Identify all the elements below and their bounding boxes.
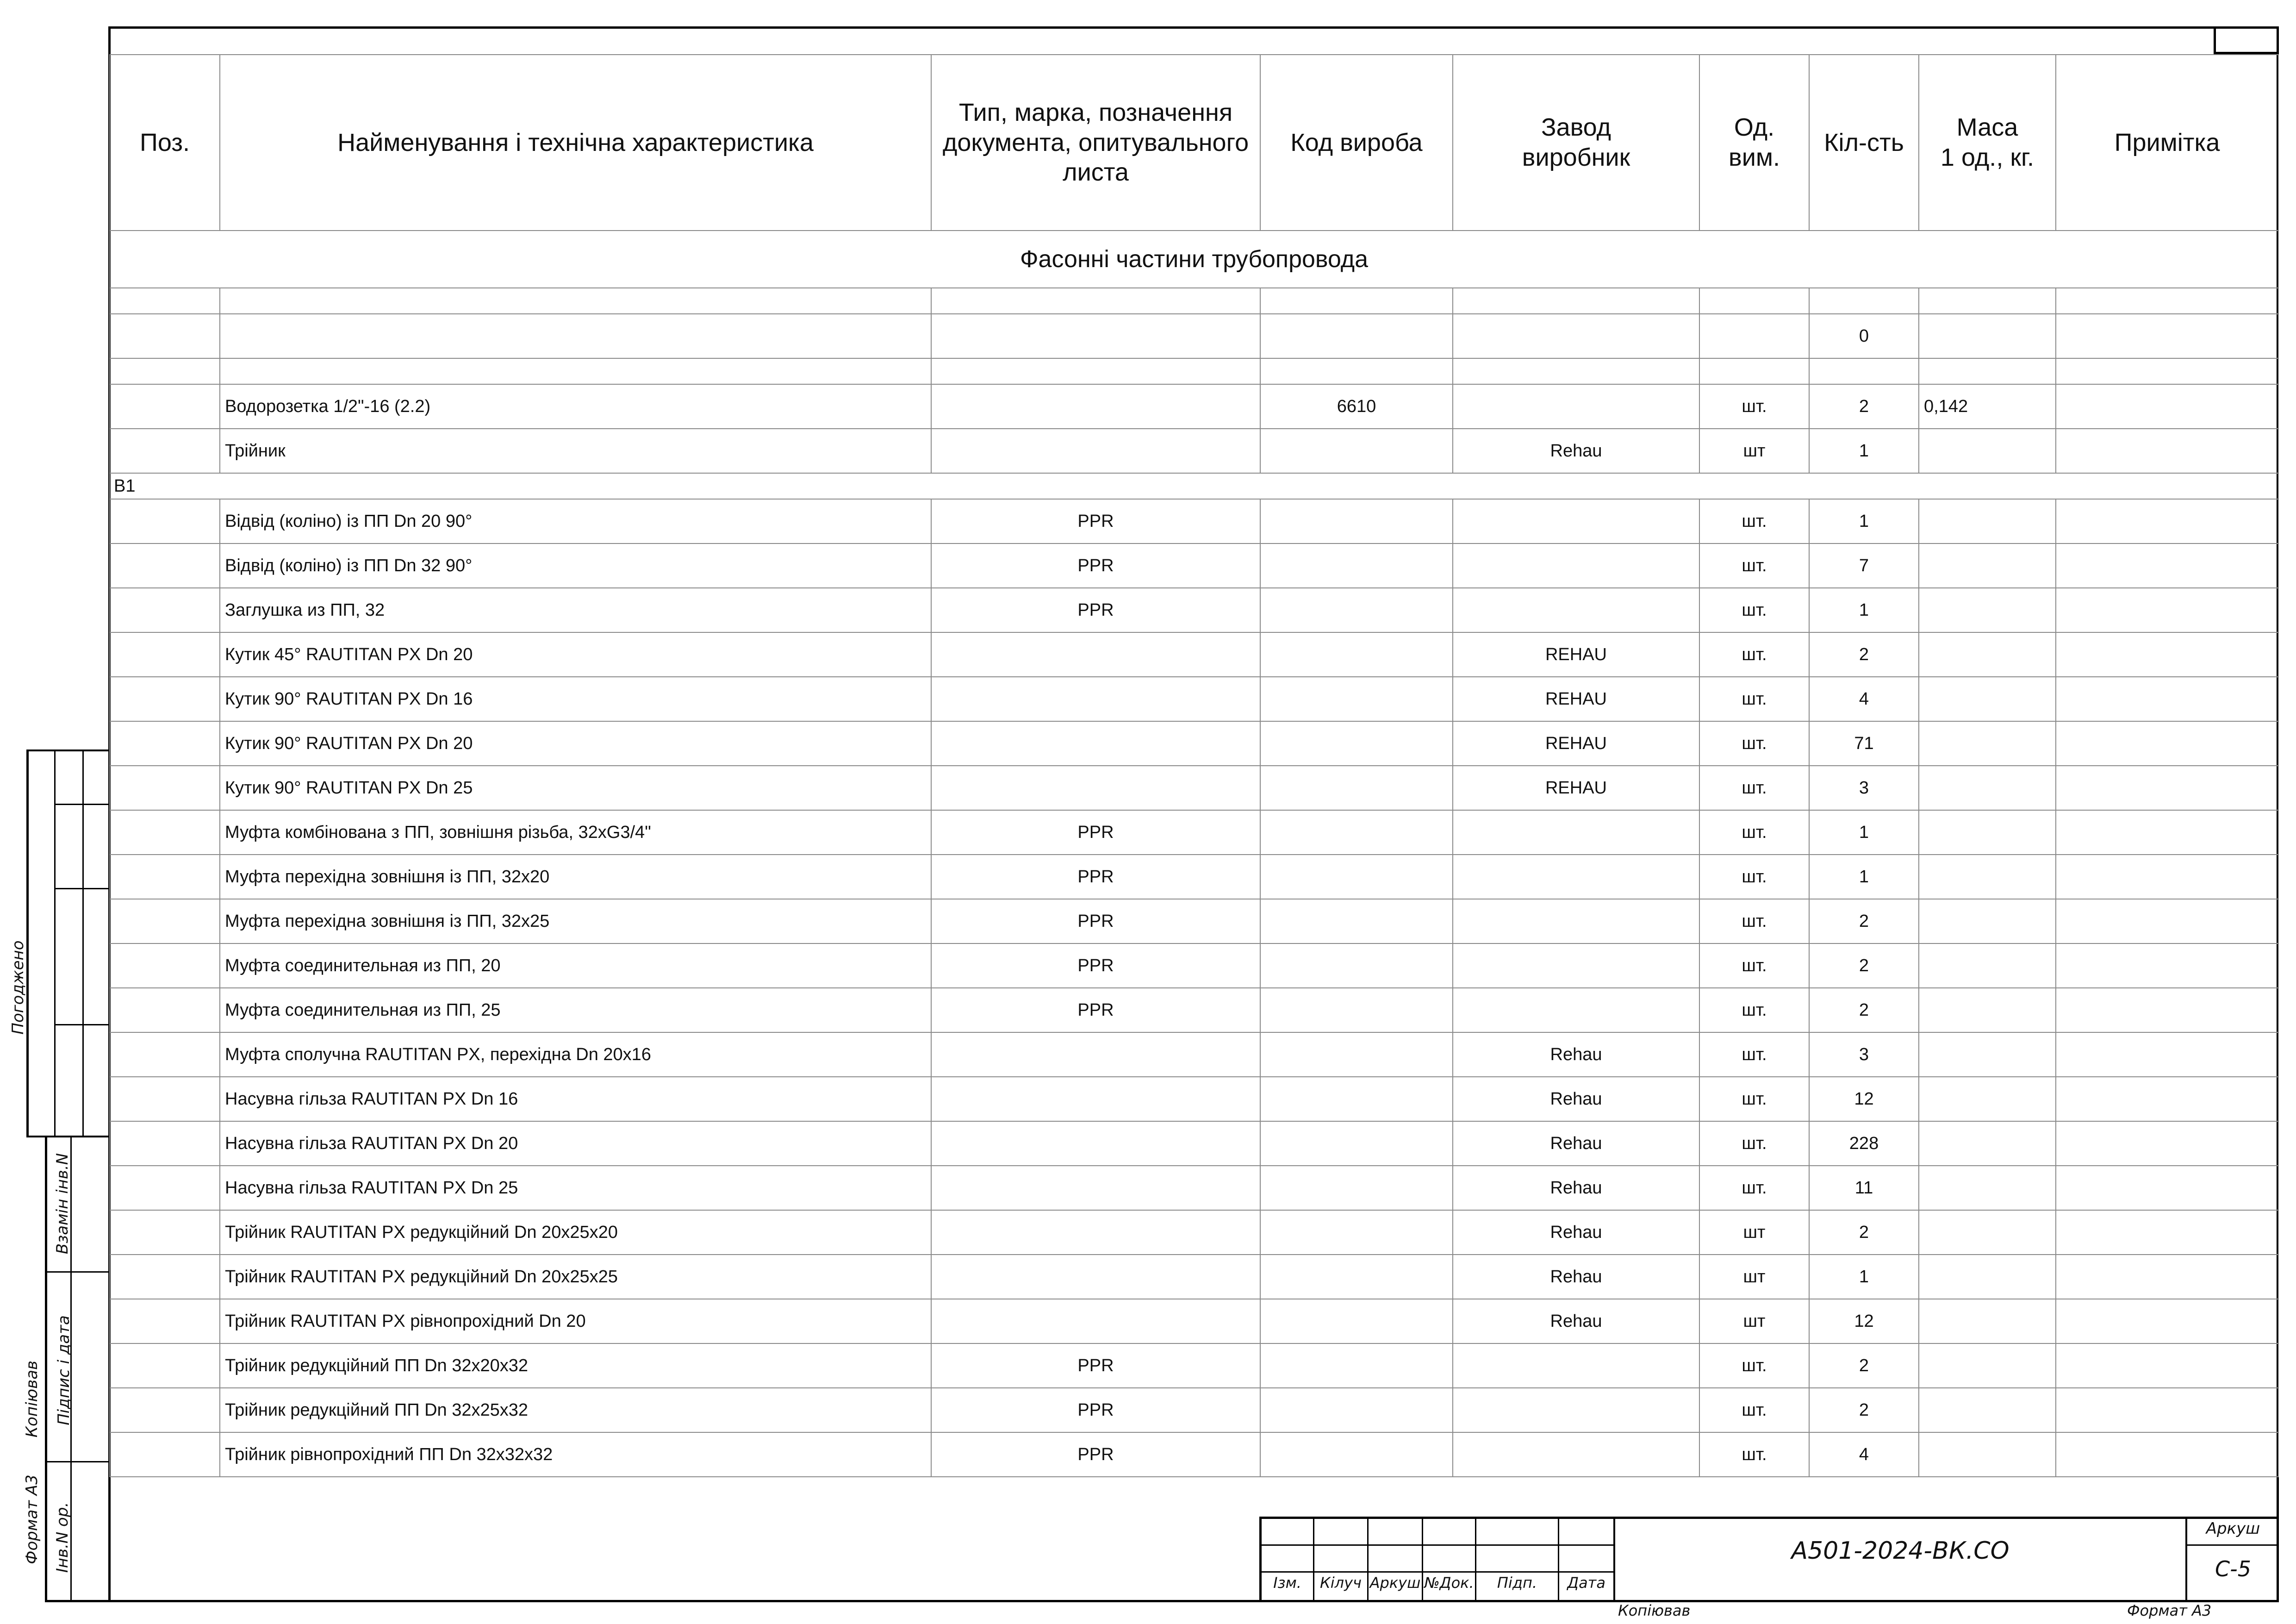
header-note: Примітка <box>2056 55 2278 231</box>
cell-unit: шт. <box>1699 899 1809 943</box>
cell-unit <box>1699 314 1809 358</box>
table-row <box>110 988 2278 1032</box>
cell-type: PPR <box>931 899 1260 943</box>
cell-mass <box>1919 988 2056 1032</box>
cell-unit: шт. <box>1699 766 1809 810</box>
cell-pos <box>110 766 220 810</box>
cell-code <box>1260 1210 1453 1255</box>
spacer-row <box>110 288 2278 314</box>
cell-mass <box>1919 588 2056 632</box>
cell-name: Кутик 90° RAUTITAN PX Dn 20 <box>220 721 931 766</box>
cell-factory <box>1453 314 1699 358</box>
table-row <box>110 721 2278 766</box>
cell-pos <box>110 1432 220 1477</box>
cell-type <box>931 1077 1260 1121</box>
cell-mass <box>1919 1432 2056 1477</box>
cell-unit: шт <box>1699 1255 1809 1299</box>
table-row <box>110 1077 2278 1121</box>
cell-note <box>2056 721 2278 766</box>
cell-type <box>931 1255 1260 1299</box>
table-row <box>110 1388 2278 1432</box>
cell-name <box>220 314 931 358</box>
cell-type <box>931 1299 1260 1343</box>
cell-code <box>1260 1343 1453 1388</box>
cell-mass <box>1919 677 2056 721</box>
cell-pos <box>110 1121 220 1166</box>
cell-qty: 12 <box>1809 1299 1919 1343</box>
table-row <box>110 384 2278 429</box>
cell-pos <box>110 1032 220 1077</box>
marker-row <box>110 473 2278 499</box>
cell-pos <box>110 1388 220 1432</box>
cell-type <box>931 1121 1260 1166</box>
cell-mass <box>1919 1299 2056 1343</box>
cell-qty: 4 <box>1809 677 1919 721</box>
cell-name: Відвід (коліно) із ПП Dn 20 90° <box>220 499 931 543</box>
corner-box <box>2214 26 2279 54</box>
cell-qty: 2 <box>1809 632 1919 677</box>
cell-factory <box>1453 1343 1699 1388</box>
cell-unit: шт. <box>1699 1388 1809 1432</box>
cell-qty: 12 <box>1809 1077 1919 1121</box>
cell-name: Насувна гільза RAUTITAN PX Dn 20 <box>220 1121 931 1166</box>
table-row <box>110 943 2278 988</box>
cell-pos <box>110 1299 220 1343</box>
cell-name: Муфта соединительная из ПП, 20 <box>220 943 931 988</box>
cell-unit: шт. <box>1699 1032 1809 1077</box>
stamp-col-arkush: Аркуш <box>1369 1574 1421 1592</box>
cell-code <box>1260 721 1453 766</box>
cell-note <box>2056 943 2278 988</box>
cell-factory <box>1453 384 1699 429</box>
cell-code <box>1260 314 1453 358</box>
cell-note <box>2056 588 2278 632</box>
cell-type <box>931 721 1260 766</box>
cell-pos <box>110 429 220 473</box>
cell-mass <box>1919 1343 2056 1388</box>
stamp-col-kiluch: Кілуч <box>1320 1574 1362 1592</box>
cell-qty: 2 <box>1809 1210 1919 1255</box>
table-row <box>110 677 2278 721</box>
cell-factory <box>1453 588 1699 632</box>
cell-pos <box>110 677 220 721</box>
table-row <box>110 1121 2278 1166</box>
stamp-sheet-label: Аркуш <box>2206 1519 2260 1538</box>
header-type-line3: листа <box>1063 158 1129 187</box>
cell-note <box>2056 499 2278 543</box>
cell-name: Трійник <box>220 429 931 473</box>
cell-mass <box>1919 1388 2056 1432</box>
cell-note <box>2056 543 2278 588</box>
cell-code <box>1260 543 1453 588</box>
header-mass-line1: Маса <box>1956 113 2018 142</box>
cell-type <box>931 314 1260 358</box>
header-mass <box>1919 55 2056 231</box>
cell-qty: 2 <box>1809 899 1919 943</box>
table-row <box>110 1166 2278 1210</box>
header-unit-line1: Од. <box>1734 113 1775 142</box>
cell-factory <box>1453 988 1699 1032</box>
cell-code <box>1260 1432 1453 1477</box>
cell-factory: REHAU <box>1453 721 1699 766</box>
table-row <box>110 810 2278 855</box>
cell-pos <box>110 988 220 1032</box>
table-row <box>110 632 2278 677</box>
cell-type <box>931 677 1260 721</box>
cell-mass: 0,142 <box>1919 384 2056 429</box>
cell-unit: шт. <box>1699 943 1809 988</box>
cell-mass <box>1919 721 2056 766</box>
cell-note <box>2056 1432 2278 1477</box>
cell-factory <box>1453 1388 1699 1432</box>
cell-mass <box>1919 1121 2056 1166</box>
cell-mass <box>1919 314 2056 358</box>
cell-pos <box>110 721 220 766</box>
cell-mass <box>1919 1166 2056 1210</box>
cell-mass <box>1919 543 2056 588</box>
cell-name: Трійник RAUTITAN PX редукційний Dn 20x25x20 <box>220 1210 931 1255</box>
cell-pos <box>110 588 220 632</box>
cell-type: PPR <box>931 1343 1260 1388</box>
cell-type <box>931 1032 1260 1077</box>
cell-name: Муфта соединительная из ПП, 25 <box>220 988 931 1032</box>
cell-unit: шт. <box>1699 499 1809 543</box>
cell-code <box>1260 1077 1453 1121</box>
cell-note <box>2056 766 2278 810</box>
stamp-col-pidp: Підп. <box>1497 1574 1537 1592</box>
cell-pos <box>110 899 220 943</box>
table-row <box>110 1343 2278 1388</box>
cell-qty: 1 <box>1809 1255 1919 1299</box>
cell-code <box>1260 1388 1453 1432</box>
cell-code <box>1260 1166 1453 1210</box>
header-unit-line2: вим. <box>1729 144 1780 171</box>
cell-note <box>2056 899 2278 943</box>
cell-note <box>2056 988 2278 1032</box>
cell-type: PPR <box>931 588 1260 632</box>
cell-code: 6610 <box>1260 384 1453 429</box>
cell-qty: 3 <box>1809 766 1919 810</box>
cell-type <box>931 1166 1260 1210</box>
cell-pos <box>110 543 220 588</box>
cell-type <box>931 632 1260 677</box>
table-row <box>110 543 2278 588</box>
cell-note <box>2056 1121 2278 1166</box>
cell-name: Кутик 90° RAUTITAN PX Dn 25 <box>220 766 931 810</box>
side-replaced-inv-label: Взамін інв.N <box>53 1153 72 1255</box>
cell-code <box>1260 855 1453 899</box>
cell-factory: Rehau <box>1453 1166 1699 1210</box>
cell-code <box>1260 1032 1453 1077</box>
header-code: Код вироба <box>1260 55 1453 231</box>
cell-mass <box>1919 855 2056 899</box>
cell-qty: 1 <box>1809 810 1919 855</box>
header-factory-line1: Завод <box>1541 113 1612 142</box>
cell-note <box>2056 1255 2278 1299</box>
cell-factory <box>1453 855 1699 899</box>
cell-qty: 2 <box>1809 1388 1919 1432</box>
cell-code <box>1260 1255 1453 1299</box>
cell-qty: 2 <box>1809 1343 1919 1388</box>
stamp-format-label: Формат А3 <box>2127 1602 2212 1619</box>
cell-mass <box>1919 810 2056 855</box>
spacer-row <box>110 358 2278 384</box>
cell-unit: шт. <box>1699 855 1809 899</box>
cell-factory: REHAU <box>1453 766 1699 810</box>
stamp-doc-code: А501-2024-ВК.СО <box>1791 1537 2010 1565</box>
cell-factory <box>1453 899 1699 943</box>
cell-pos <box>110 632 220 677</box>
cell-unit: шт <box>1699 1299 1809 1343</box>
cell-factory: Rehau <box>1453 1210 1699 1255</box>
cell-mass <box>1919 499 2056 543</box>
cell-qty: 228 <box>1809 1121 1919 1166</box>
header-pos: Поз. <box>110 55 220 231</box>
table-row <box>110 1299 2278 1343</box>
table-row <box>110 588 2278 632</box>
cell-pos <box>110 1210 220 1255</box>
cell-unit: шт <box>1699 429 1809 473</box>
cell-factory: REHAU <box>1453 677 1699 721</box>
cell-name: Водорозетка 1/2"-16 (2.2) <box>220 384 931 429</box>
cell-unit: шт. <box>1699 1432 1809 1477</box>
table-row <box>110 1432 2278 1477</box>
cell-qty: 11 <box>1809 1166 1919 1210</box>
specification-table <box>109 54 2279 1477</box>
cell-note <box>2056 855 2278 899</box>
cell-pos <box>110 1166 220 1210</box>
cell-type: PPR <box>931 810 1260 855</box>
cell-qty: 2 <box>1809 988 1919 1032</box>
cell-type: PPR <box>931 988 1260 1032</box>
cell-note <box>2056 384 2278 429</box>
cell-unit: шт. <box>1699 543 1809 588</box>
cell-qty: 0 <box>1809 314 1919 358</box>
table-row <box>110 1032 2278 1077</box>
cell-factory: Rehau <box>1453 1121 1699 1166</box>
table-row <box>110 766 2278 810</box>
cell-pos <box>110 499 220 543</box>
table-header-row <box>110 55 2278 231</box>
cell-factory: REHAU <box>1453 632 1699 677</box>
cell-code <box>1260 766 1453 810</box>
cell-name: Муфта перехідна зовнішня із ПП, 32x20 <box>220 855 931 899</box>
cell-note <box>2056 1388 2278 1432</box>
header-factory-line2: виробник <box>1522 144 1630 171</box>
cell-code <box>1260 943 1453 988</box>
cell-note <box>2056 632 2278 677</box>
cell-unit: шт. <box>1699 384 1809 429</box>
table-row <box>110 429 2278 473</box>
header-mass-line2: 1 од., кг. <box>1940 144 2035 171</box>
side-agreed-label: Погоджено <box>9 940 27 1035</box>
cell-unit: шт. <box>1699 1166 1809 1210</box>
cell-mass <box>1919 1210 2056 1255</box>
cell-qty: 1 <box>1809 855 1919 899</box>
cell-code <box>1260 810 1453 855</box>
stamp-col-data: Дата <box>1567 1574 1605 1592</box>
cell-note <box>2056 1210 2278 1255</box>
side-signature-date-label: Підпис і дата <box>55 1315 73 1425</box>
cell-unit: шт. <box>1699 1343 1809 1388</box>
cell-qty: 1 <box>1809 499 1919 543</box>
cell-name: Кутик 45° RAUTITAN PX Dn 20 <box>220 632 931 677</box>
cell-code <box>1260 988 1453 1032</box>
cell-note <box>2056 810 2278 855</box>
cell-type: PPR <box>931 855 1260 899</box>
cell-qty: 1 <box>1809 429 1919 473</box>
header-qty: Кіл-сть <box>1809 55 1919 231</box>
cell-type: PPR <box>931 543 1260 588</box>
section-title: Фасонні частини трубопровода <box>110 231 2278 288</box>
cell-qty: 71 <box>1809 721 1919 766</box>
stamp-copied-label: Копіював <box>1618 1602 1691 1619</box>
cell-pos <box>110 314 220 358</box>
cell-unit: шт. <box>1699 721 1809 766</box>
cell-qty: 4 <box>1809 1432 1919 1477</box>
cell-note <box>2056 1299 2278 1343</box>
cell-unit: шт <box>1699 1210 1809 1255</box>
cell-note <box>2056 1032 2278 1077</box>
cell-note <box>2056 314 2278 358</box>
table-row <box>110 1255 2278 1299</box>
cell-code <box>1260 632 1453 677</box>
header-unit <box>1699 55 1809 231</box>
cell-factory: Rehau <box>1453 429 1699 473</box>
table-row <box>110 314 2278 358</box>
cell-type: PPR <box>931 1432 1260 1477</box>
cell-qty: 3 <box>1809 1032 1919 1077</box>
table-row <box>110 499 2278 543</box>
cell-mass <box>1919 1255 2056 1299</box>
cell-factory <box>1453 810 1699 855</box>
cell-pos <box>110 384 220 429</box>
cell-type: PPR <box>931 943 1260 988</box>
cell-factory <box>1453 543 1699 588</box>
header-name: Найменування і технічна характеристика <box>220 55 931 231</box>
cell-pos <box>110 1077 220 1121</box>
cell-mass <box>1919 943 2056 988</box>
cell-name: Трійник RAUTITAN PX редукційний Dn 20x25x25 <box>220 1255 931 1299</box>
cell-name: Трійник рівнопрохідний ПП Dn 32x32x32 <box>220 1432 931 1477</box>
cell-note <box>2056 677 2278 721</box>
stamp-sheet-number: С-5 <box>2215 1556 2251 1581</box>
cell-code <box>1260 429 1453 473</box>
section-title-row <box>110 231 2278 288</box>
cell-factory <box>1453 943 1699 988</box>
table-row <box>110 899 2278 943</box>
cell-unit: шт. <box>1699 677 1809 721</box>
marker-label: В1 <box>110 473 2278 499</box>
cell-factory <box>1453 1432 1699 1477</box>
cell-unit: шт. <box>1699 632 1809 677</box>
side-copied-label: Копіював <box>23 1360 41 1438</box>
cell-type <box>931 384 1260 429</box>
cell-code <box>1260 677 1453 721</box>
cell-note <box>2056 1077 2278 1121</box>
cell-type <box>931 1210 1260 1255</box>
header-type-line2: документа, опитувального <box>942 128 1249 156</box>
cell-name: Муфта комбінована з ПП, зовнішня різьба, 32xG3/4" <box>220 810 931 855</box>
cell-code <box>1260 499 1453 543</box>
cell-name: Трійник RAUTITAN PX рівнопрохідний Dn 20 <box>220 1299 931 1343</box>
stamp-col-izm: Ізм. <box>1273 1574 1301 1592</box>
cell-code <box>1260 588 1453 632</box>
cell-unit: шт. <box>1699 988 1809 1032</box>
cell-mass <box>1919 1032 2056 1077</box>
header-type-line1: Тип, марка, позначення <box>958 98 1233 126</box>
cell-pos <box>110 1343 220 1388</box>
cell-factory <box>1453 499 1699 543</box>
cell-factory: Rehau <box>1453 1032 1699 1077</box>
cell-mass <box>1919 1077 2056 1121</box>
cell-type: PPR <box>931 499 1260 543</box>
cell-code <box>1260 1299 1453 1343</box>
cell-unit: шт. <box>1699 810 1809 855</box>
table-row <box>110 1210 2278 1255</box>
cell-name: Відвід (коліно) із ПП Dn 32 90° <box>220 543 931 588</box>
side-format-label: Формат А3 <box>23 1474 41 1564</box>
cell-pos <box>110 855 220 899</box>
cell-factory: Rehau <box>1453 1077 1699 1121</box>
cell-name: Трійник редукційний ПП Dn 32x20x32 <box>220 1343 931 1388</box>
cell-pos <box>110 810 220 855</box>
cell-mass <box>1919 899 2056 943</box>
cell-name: Муфта перехідна зовнішня із ПП, 32x25 <box>220 899 931 943</box>
cell-type <box>931 429 1260 473</box>
cell-qty: 2 <box>1809 384 1919 429</box>
cell-name: Муфта сполучна RAUTITAN PX, перехідна Dn 20x16 <box>220 1032 931 1077</box>
cell-unit: шт. <box>1699 588 1809 632</box>
cell-qty: 7 <box>1809 543 1919 588</box>
cell-factory: Rehau <box>1453 1299 1699 1343</box>
table-row <box>110 855 2278 899</box>
cell-pos <box>110 1255 220 1299</box>
cell-code <box>1260 1121 1453 1166</box>
cell-mass <box>1919 429 2056 473</box>
cell-note <box>2056 1166 2278 1210</box>
cell-type <box>931 766 1260 810</box>
cell-qty: 1 <box>1809 588 1919 632</box>
header-factory <box>1453 55 1699 231</box>
cell-name: Насувна гільза RAUTITAN PX Dn 25 <box>220 1166 931 1210</box>
side-inv-original-label: Інв.N ор. <box>53 1502 72 1573</box>
cell-note <box>2056 1343 2278 1388</box>
cell-unit: шт. <box>1699 1121 1809 1166</box>
cell-code <box>1260 899 1453 943</box>
cell-name: Заглушка из ПП, 32 <box>220 588 931 632</box>
cell-name: Трійник редукційний ПП Dn 32x25x32 <box>220 1388 931 1432</box>
header-type <box>931 55 1260 231</box>
cell-type: PPR <box>931 1388 1260 1432</box>
cell-unit: шт. <box>1699 1077 1809 1121</box>
cell-name: Насувна гільза RAUTITAN PX Dn 16 <box>220 1077 931 1121</box>
cell-qty: 2 <box>1809 943 1919 988</box>
cell-name: Кутик 90° RAUTITAN PX Dn 16 <box>220 677 931 721</box>
cell-pos <box>110 943 220 988</box>
cell-note <box>2056 429 2278 473</box>
cell-mass <box>1919 766 2056 810</box>
cell-mass <box>1919 632 2056 677</box>
stamp-col-ndok: №Док. <box>1424 1574 1474 1592</box>
cell-factory: Rehau <box>1453 1255 1699 1299</box>
